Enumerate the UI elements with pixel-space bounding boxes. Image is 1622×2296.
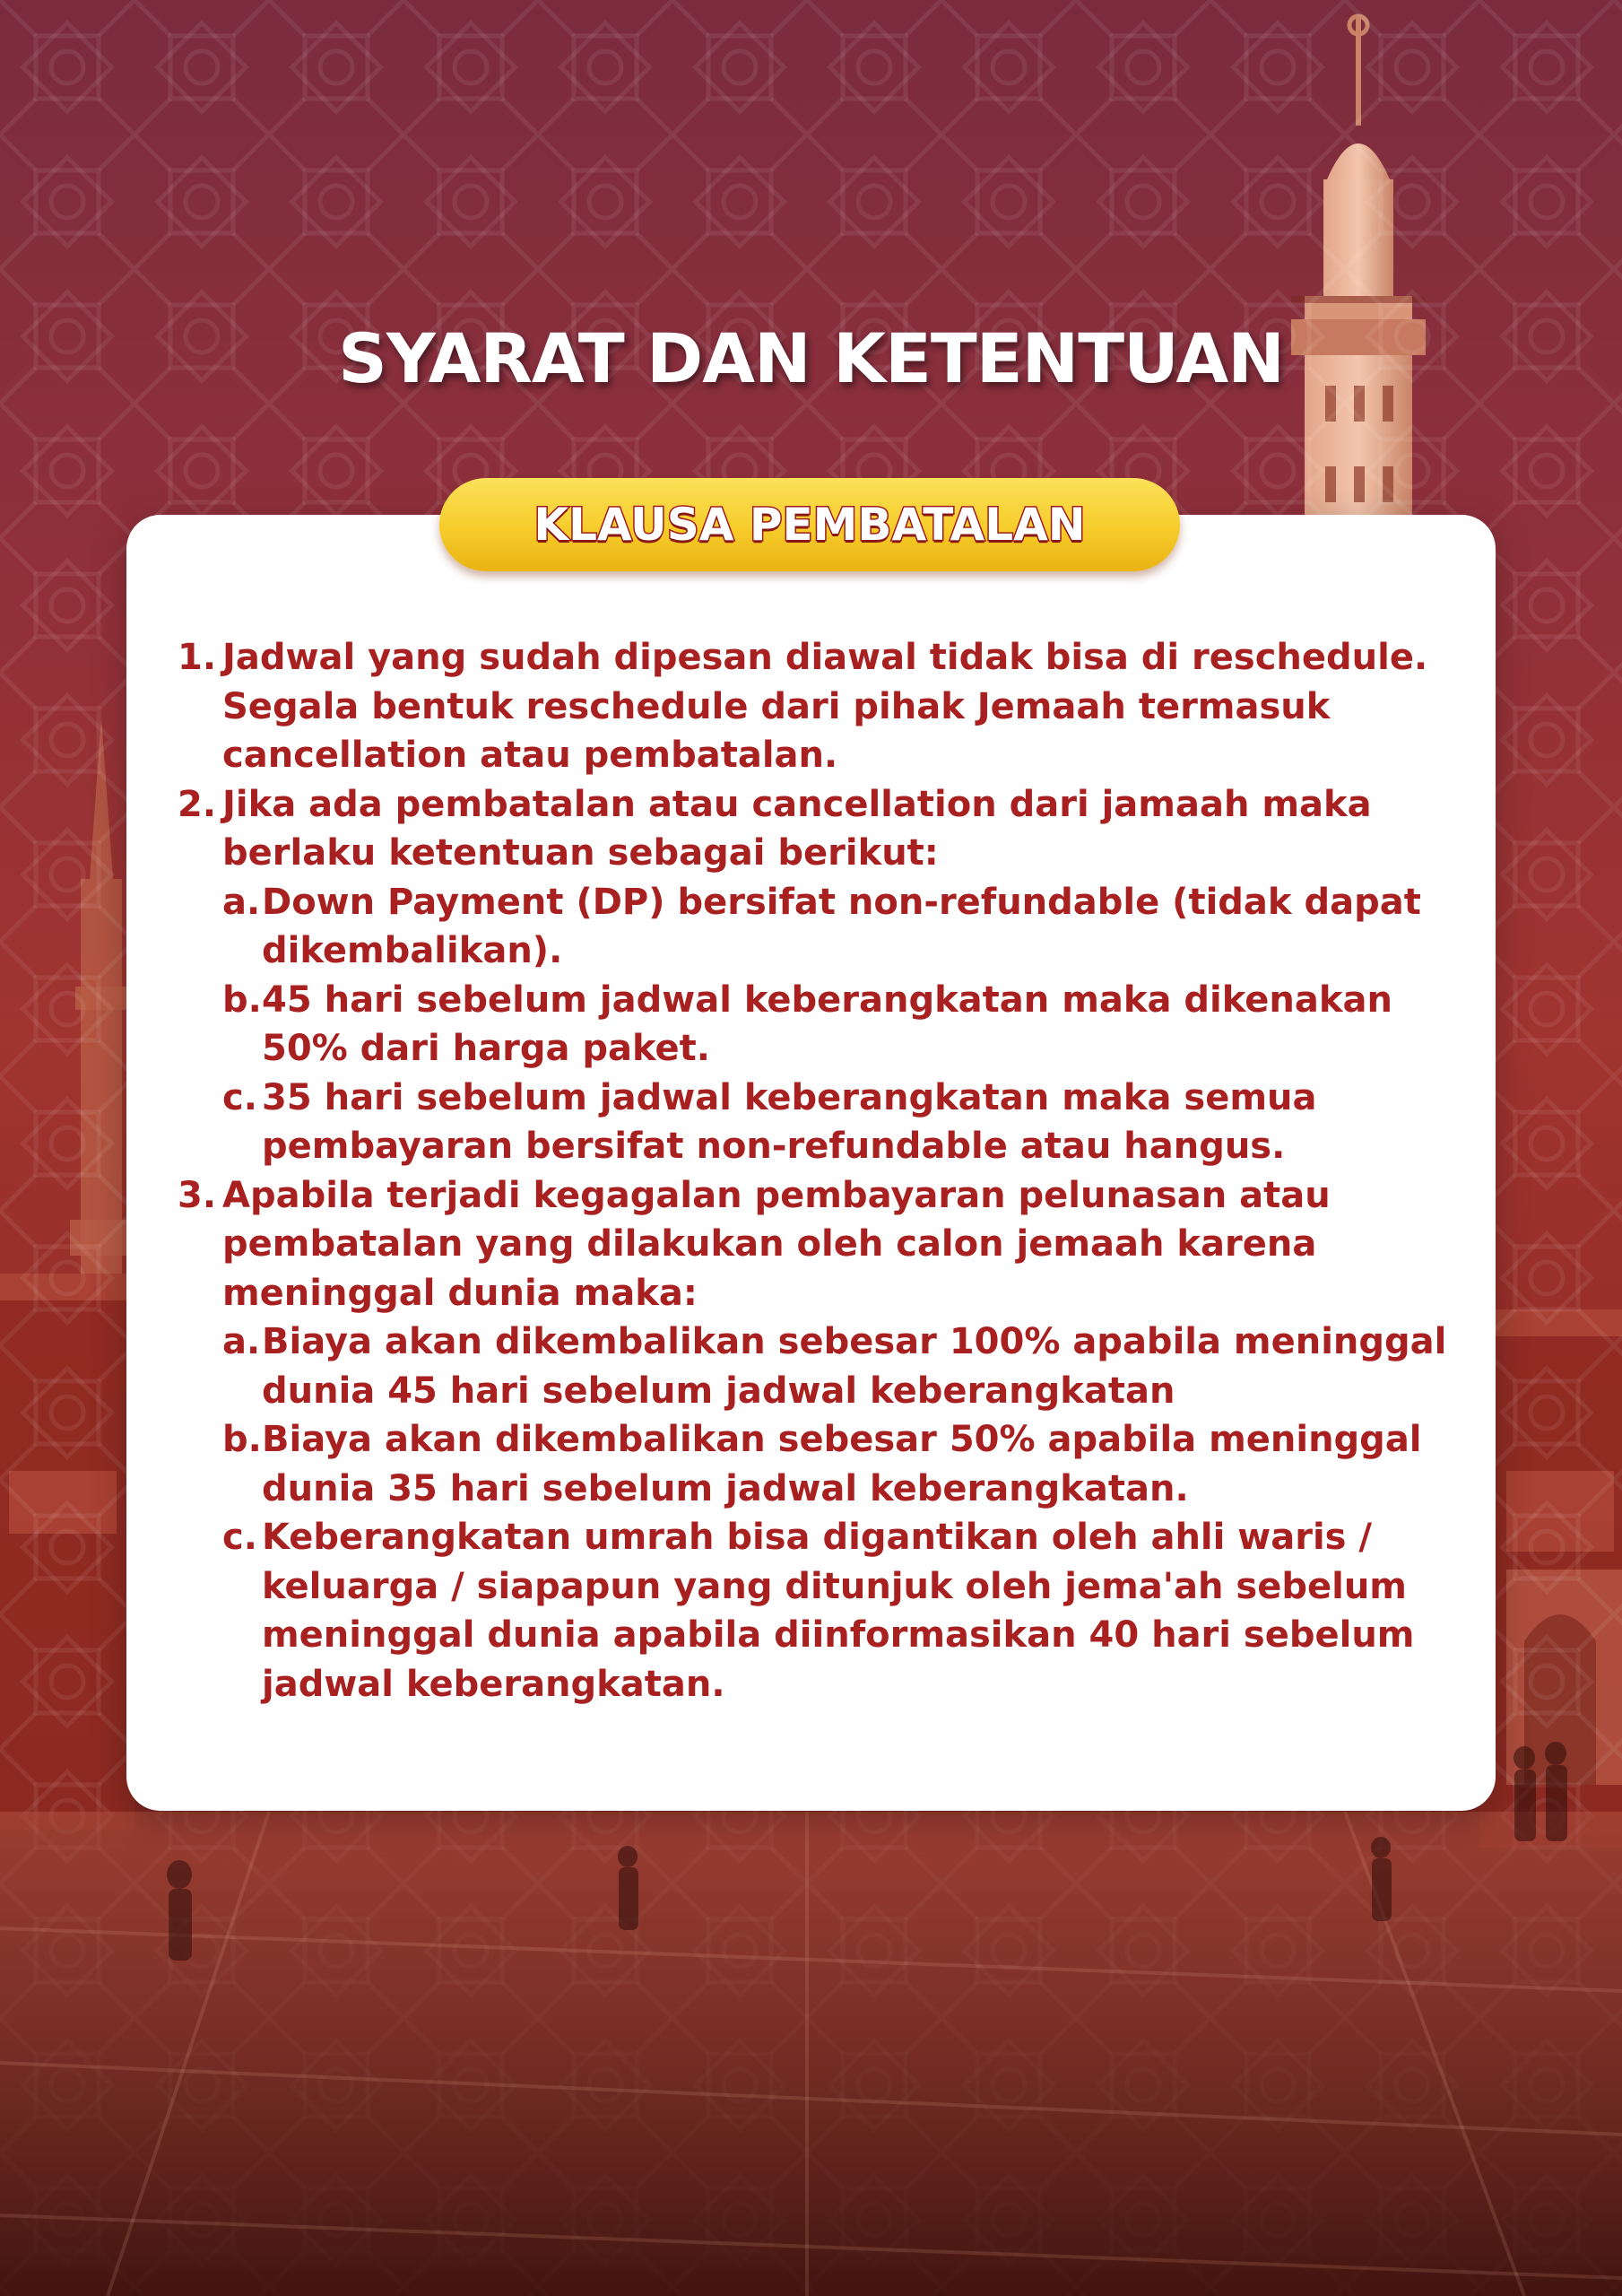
sub-clause-text: Biaya akan dikembalikan sebesar 50% apabila meninggal dunia 35 hari sebelum jadwal keberangkatan. <box>262 1419 1422 1509</box>
sub-clause-letter: c. <box>222 1517 257 1558</box>
clause-text: Jika ada pembatalan atau cancellation dari jamaah maka berlaku ketentuan sebagai berikut: <box>222 783 1372 874</box>
sub-clause-text: 35 hari sebelum jadwal keberangkatan maka semua pembayaran bersifat non-refundable atau hangus. <box>262 1076 1317 1167</box>
clause-number: 2. <box>178 783 217 825</box>
sub-clause-item <box>222 976 1469 1074</box>
sub-clause-letter: a. <box>222 881 261 923</box>
clause-number: 1. <box>178 637 217 678</box>
page-title: SYARAT DAN KETENTUAN <box>338 318 1284 398</box>
sub-clause-text: 45 hari sebelum jadwal keberangkatan maka dikenakan 50% dari harga paket. <box>262 978 1392 1069</box>
sub-clause-letter: b. <box>222 1419 262 1460</box>
sub-clause-item <box>222 1074 1469 1171</box>
sub-clause-item <box>222 1318 1469 1415</box>
section-badge-label: KLAUSA PEMBATALAN <box>533 499 1086 551</box>
clause-item <box>178 780 1469 1171</box>
sub-clause-item <box>222 1513 1469 1709</box>
clause-item <box>178 1171 1469 1709</box>
sub-clause-text: Keberangkatan umrah bisa digantikan oleh ahli waris / keluarga / siapapun yang ditunjuk oleh jema'ah sebelum meninggal dunia apabila diinformasikan 40 hari sebelum jadwal keberangkatan. <box>262 1517 1415 1705</box>
sub-clause-letter: b. <box>222 978 262 1021</box>
sub-clause-list <box>222 1318 1469 1709</box>
sub-clause-letter: c. <box>222 1076 257 1118</box>
sub-clause-text: Down Payment (DP) bersifat non-refundable (tidak dapat dikembalikan). <box>262 881 1421 971</box>
clause-text: Apabila terjadi kegagalan pembayaran pelunasan atau pembatalan yang dilakukan oleh calon jemaah karena meninggal dunia maka: <box>222 1174 1331 1314</box>
clause-item <box>178 633 1469 780</box>
section-badge <box>439 478 1180 571</box>
clause-text: Jadwal yang sudah dipesan diawal tidak bisa di reschedule. Segala bentuk reschedule dari pihak Jemaah termasuk cancellation atau pembatalan. <box>222 637 1428 776</box>
sub-clause-item <box>222 1415 1469 1513</box>
sub-clause-list <box>222 878 1469 1171</box>
sub-clause-letter: a. <box>222 1321 261 1362</box>
clause-number: 3. <box>178 1174 217 1216</box>
clause-list <box>178 633 1469 1709</box>
sub-clause-text: Biaya akan dikembalikan sebesar 100% apabila meninggal dunia 45 hari sebelum jadwal keberangkatan <box>262 1321 1447 1412</box>
sub-clause-item <box>222 878 1469 976</box>
